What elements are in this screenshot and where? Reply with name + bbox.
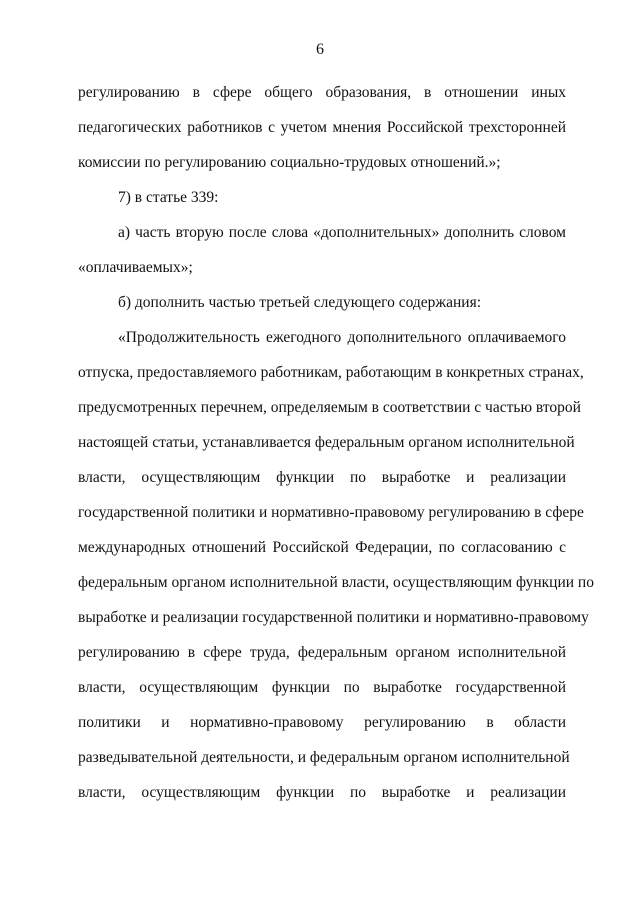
text-line-7: б) дополнить частью третьей следующего содержания:	[118, 294, 482, 311]
text-line-12: власти, осуществляющим функции по выработке и реализации	[78, 469, 566, 486]
text-line-2: педагогических работников с учетом мнения Российской трехсторонней	[78, 119, 566, 136]
text-line-1: регулированию в сфере общего образования, в отношении иных	[78, 84, 566, 101]
text-line-3: комиссии по регулированию социально-трудовых отношений.»;	[78, 154, 501, 171]
page-number: 6	[316, 41, 324, 58]
text-line-21: власти, осуществляющим функции по выработке и реализации	[78, 784, 566, 801]
text-line-5: а) часть вторую после слова «дополнительных» дополнить словом	[118, 224, 566, 241]
text-line-18: власти, осуществляющим функции по выработке государственной	[78, 679, 566, 696]
text-line-14: международных отношений Российской Федерации, по согласованию с	[78, 539, 566, 556]
text-line-19: политики и нормативно-правовому регулированию в области	[78, 714, 566, 731]
text-line-4: 7) в статье 339:	[118, 189, 219, 206]
text-line-15: федеральным органом исполнительной власти, осуществляющим функции по	[78, 574, 594, 591]
text-line-9: отпуска, предоставляемого работникам, работающим в конкретных странах,	[78, 364, 584, 381]
text-line-11: настоящей статьи, устанавливается федеральным органом исполнительной	[78, 434, 575, 451]
text-line-17: регулированию в сфере труда, федеральным органом исполнительной	[78, 644, 566, 661]
text-line-16: выработке и реализации государственной политики и нормативно-правовому	[78, 609, 589, 626]
text-line-8: «Продолжительность ежегодного дополнительного оплачиваемого	[118, 329, 566, 346]
text-line-6: «оплачиваемых»;	[78, 259, 193, 276]
text-line-20: разведывательной деятельности, и федеральным органом исполнительной	[78, 749, 570, 766]
text-line-10: предусмотренных перечнем, определяемым в соответствии с частью второй	[78, 399, 581, 416]
text-line-13: государственной политики и нормативно-правовому регулированию в сфере	[78, 504, 584, 521]
